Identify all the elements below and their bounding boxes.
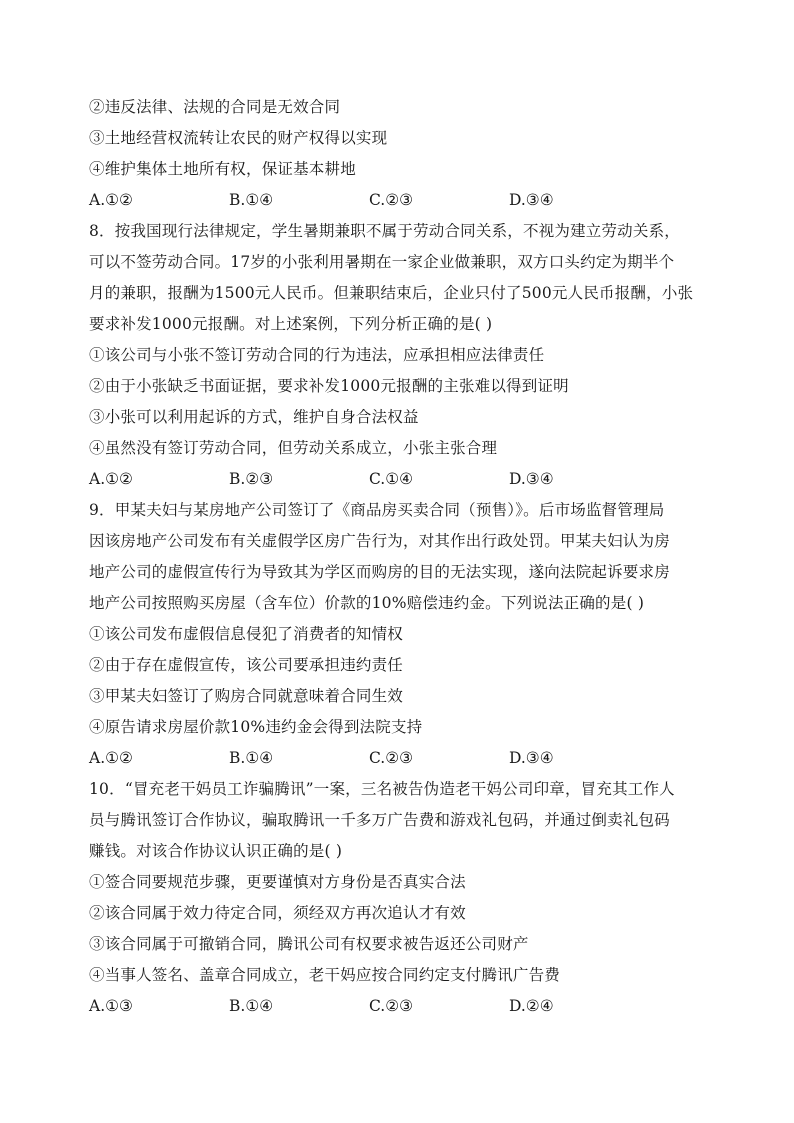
- option-d: D.②④: [509, 997, 554, 1015]
- question-7-continuation: [89, 92, 707, 216]
- option-d: D.③④: [509, 749, 554, 767]
- statement-4: ④维护集体土地所有权，保证基本耕地: [89, 160, 356, 178]
- question-stem-line: 地产公司的虚假宣传行为导致其为学区而购房的目的无法实现，遂向法院起诉要求房: [89, 563, 670, 581]
- option-a: A.①②: [89, 191, 133, 209]
- option-d: D.③④: [509, 470, 554, 488]
- statement-1: ①该公司与小张不签订劳动合同的行为违法，应承担相应法律责任: [89, 346, 545, 364]
- statement-4: ④当事人签名、盖章合同成立，老干妈应按合同约定支付腾讯广告费: [89, 966, 561, 984]
- option-c: C.①④: [369, 470, 414, 488]
- statement-1: ①该公司发布虚假信息侵犯了消费者的知情权: [89, 625, 404, 643]
- question-stem-line: 可以不签劳动合同。17岁的小张利用暑期在一家企业做兼职，双方口头约定为期半个: [89, 253, 675, 271]
- statement-4: ④原告请求房屋价款10%违约金会得到法院支持: [89, 718, 423, 736]
- question-stem-line: 8．按我国现行法律规定，学生暑期兼职不属于劳动合同关系，不视为建立劳动关系，: [89, 222, 680, 240]
- statement-2: ②该合同属于效力待定合同，须经双方再次追认才有效: [89, 904, 466, 922]
- statement-1: ①签合同要规范步骤，更要谨慎对方身份是否真实合法: [89, 873, 466, 891]
- option-a: A.①②: [89, 470, 133, 488]
- statement-3: ③土地经营权流转让农民的财产权得以实现: [89, 129, 388, 147]
- statement-2: ②由于存在虚假宣传，该公司要承担违约责任: [89, 656, 404, 674]
- question-stem-line: 赚钱。对该合作协议认识正确的是( ): [89, 842, 343, 860]
- option-b: B.②③: [229, 470, 274, 488]
- document-page: [89, 92, 707, 1022]
- option-b: B.①④: [229, 997, 274, 1015]
- question-stem-line: 月的兼职，报酬为1500元人民币。但兼职结束后，企业只付了500元人民币报酬，小张: [89, 284, 694, 302]
- option-b: B.①④: [229, 191, 274, 209]
- statement-2: ②由于小张缺乏书面证据，要求补发1000元报酬的主张难以得到证明: [89, 377, 569, 395]
- statement-3: ③小张可以利用起诉的方式，维护自身合法权益: [89, 408, 419, 426]
- question-10: [89, 774, 707, 1022]
- option-c: C.②③: [369, 997, 414, 1015]
- option-a: A.①②: [89, 749, 133, 767]
- option-c: C.②③: [369, 749, 414, 767]
- statement-2: ②违反法律、法规的合同是无效合同: [89, 98, 341, 116]
- statement-3: ③甲某夫妇签订了购房合同就意味着合同生效: [89, 687, 404, 705]
- question-stem-line: 9．甲某夫妇与某房地产公司签订了《商品房买卖合同（预售）》。后市场监督管理局: [89, 501, 665, 519]
- answer-options: [89, 464, 707, 495]
- option-a: A.①③: [89, 997, 133, 1015]
- question-stem-line: 员与腾讯签订合作协议，骗取腾讯一千多万广告费和游戏礼包码，并通过倒卖礼包码: [89, 811, 670, 829]
- option-c: C.②③: [369, 191, 414, 209]
- answer-options: [89, 185, 707, 216]
- statement-3: ③该合同属于可撤销合同，腾讯公司有权要求被告返还公司财产: [89, 935, 529, 953]
- answer-options: [89, 991, 707, 1022]
- question-9: [89, 495, 707, 774]
- option-d: D.③④: [509, 191, 554, 209]
- answer-options: [89, 743, 707, 774]
- option-b: B.①④: [229, 749, 274, 767]
- question-8: [89, 216, 707, 495]
- question-stem-line: 要求补发1000元报酬。对上述案例，下列分析正确的是( ): [89, 315, 493, 333]
- question-stem-line: 因该房地产公司发布有关虚假学区房广告行为，对其作出行政处罚。甲某夫妇认为房: [89, 532, 670, 550]
- question-stem-line: 10．“冒充老干妈员工诈骗腾讯”一案，三名被告伪造老干妈公司印章，冒充其工作人: [89, 780, 675, 798]
- statement-4: ④虽然没有签订劳动合同，但劳动关系成立，小张主张合理: [89, 439, 498, 457]
- question-stem-line: 地产公司按照购买房屋（含车位）价款的10%赔偿违约金。下列说法正确的是( ): [89, 594, 645, 612]
